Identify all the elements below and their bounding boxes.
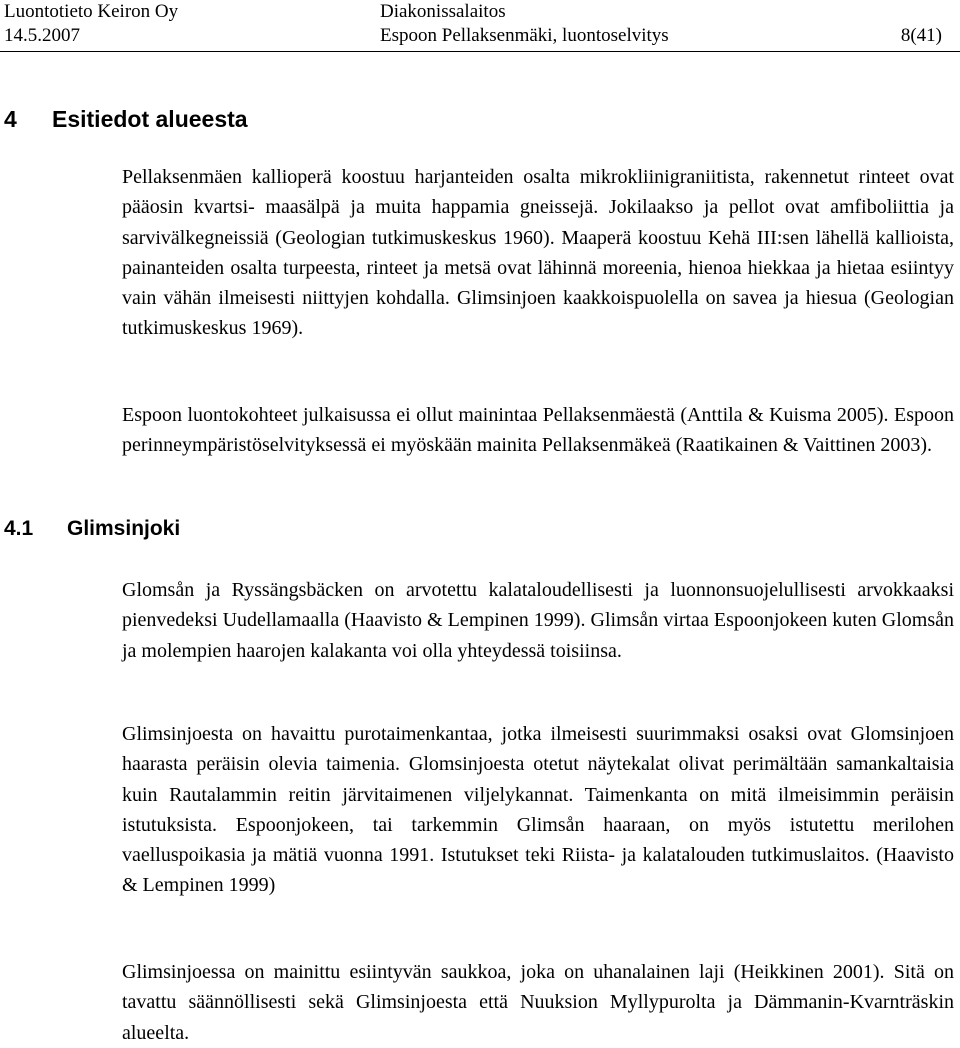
page-header-left [4,0,178,48]
section-heading [4,106,248,133]
section-paragraph-1 [122,162,954,344]
paragraph-text: Pellaksenmäen kallioperä koostuu harjanteiden osalta mikrokliinigraniitista, rakennetut rinteet ovat pääosin kvartsi- maasälpä ja muita happamia gneissejä. Jokilaakso ja pellot ovat amfiboliittia ja sarvivälkegneissiä (Geologian tutkimuskeskus 1960). Maaperä koostuu Kehä III:sen lähellä kallioista, painanteiden osalta turpeesta, rinteet ja metsä ovat lähinnä moreenia, hienoa hiekkaa ja hietaa esiintyy vain vähän ilmeisesti niittyjen kohdalla. Glimsinjoen kaakkoispuolella on savea ja hiesua (Geologian tutkimuskeskus 1969). [122,166,954,340]
paragraph-text: Espoon luontokohteet julkaisussa ei ollut mainintaa Pellaksenmäestä (Anttila & Kuisma 2005). Espoon perinneympäristöselvityksessä ei myöskään mainita Pellaksenmäkeä (Raatikainen & Vaittinen 2003). [122,404,954,457]
page-header-center [380,0,669,48]
company-name: Luontotieto Keiron Oy [4,1,179,22]
subsection-heading [4,517,180,541]
subsection-paragraph-1 [122,575,954,666]
subsection-paragraph-2 [122,719,954,901]
paragraph-text: Glimsinjoesta on havaittu purotaimenkantaa, jotka ilmeisesti suurimmaksi osaksi ovat Glomsinjoen haarasta peräisin olevia taimenia. Glomsinjoesta otetut näytekalat olivat perimältään samankaltaisia kuin Rautalammin reitin järvitaimenen viljelykannat. Taimenkanta on mitä ilmeisimmin peräisin istutuksista. Espoonjokeen, tai tarkemmin Glimsån haaraan, on myös istutettu merilohen vaelluspoikasia ja mätiä vuonna 1991. Istutukset teki Riista- ja kalatalouden tutkimuslaitos. (Haavisto & Lempinen 1999) [122,723,954,897]
section-paragraph-2 [122,400,954,461]
subsection-paragraph-3 [122,957,954,1048]
page-number: 8(41) [900,25,942,46]
section-number: 4 [4,106,17,132]
subsection-title: Glimsinjoki [67,517,181,540]
page-header-right [901,0,942,48]
client-name: Diakonissalaitos [380,1,506,22]
paragraph-text: Glomsån ja Ryssängsbäcken on arvotettu kalataloudellisesti ja luonnonsuojelullisesti arvokkaaksi pienvedeksi Uudellamaalla (Haavisto & Lempinen 1999). Glimsån virtaa Espoonjokeen kuten Glomsån ja molempien haarojen kalakanta voi olla yhteydessä toisiinsa. [122,579,954,662]
report-date: 14.5.2007 [4,25,80,46]
paragraph-text: Glimsinjoessa on mainittu esiintyvän saukkoa, joka on uhanalainen laji (Heikkinen 2001). Sitä on tavattu säännöllisesti sekä Glimsinjoesta että Nuuksion Myllypurolta ja Dämmanin-Kvarnträskin alueelta. [122,961,954,1044]
section-title: Esitiedot alueesta [52,106,248,132]
header-rule [0,51,960,52]
subsection-number: 4.1 [4,517,34,540]
project-title: Espoon Pellaksenmäki, luontoselvitys [380,25,669,46]
